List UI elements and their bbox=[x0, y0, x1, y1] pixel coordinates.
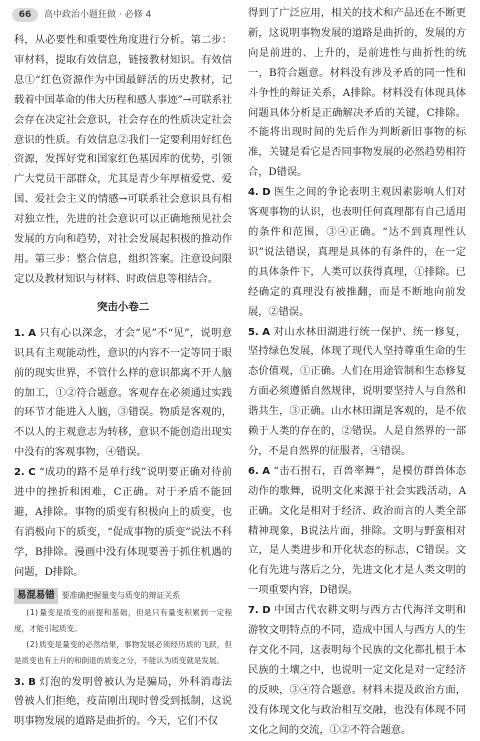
answer-letter: D bbox=[262, 605, 271, 617]
left-column bbox=[14, 31, 232, 732]
answer-letter: B bbox=[28, 676, 36, 688]
question-7 bbox=[248, 601, 466, 740]
explanation-text: “成功的路不是单行线”说明要正确对待前进中的挫折和困难，C正确。对于矛盾不能回避，A排除。事物的质变有积极向上的质变，也有消极向下的质变，“促成事物的质变”说法不科学，B排除。漫画中没有体现要善于抓住机遇的问题，D排除。 bbox=[14, 466, 232, 578]
question-number: 5. bbox=[248, 326, 259, 338]
question-1 bbox=[14, 324, 232, 463]
question-number: 7. bbox=[248, 605, 259, 617]
question-3 bbox=[14, 673, 232, 733]
page-number: 66 bbox=[12, 8, 38, 22]
answer-letter: A bbox=[262, 326, 270, 338]
tip-header bbox=[14, 587, 232, 605]
question-number: 3. bbox=[14, 676, 25, 688]
answer-letter: A bbox=[28, 327, 36, 339]
tip-item: (2)质变是量变的必然结果，事物发展必须经历质的飞跃，但是质变也有上升的和倒退的质变之分，不能认为质变就是发展。 bbox=[14, 639, 232, 665]
explanation-text: “击石拊石，百兽率舞”，是模仿群兽体态动作的歌舞，说明文化来源于社会实践活动，A正确。文化是相对于经济、政治而言的人类全部精神现象，B说法片面，排除。文明与野蛮相对立，是人类进步和开化状态的标志，C错误。文化有先进与落后之分，先进文化才是人类文明的一项重要内容，D错误。 bbox=[248, 464, 466, 597]
section-title: 突击小卷二 bbox=[97, 300, 149, 313]
answer-letter: D bbox=[262, 187, 271, 199]
question-4 bbox=[248, 183, 466, 322]
question-number: 2. bbox=[14, 467, 25, 479]
tip-box bbox=[14, 587, 232, 669]
explanation-text: 中国古代农耕文明与西方古代海洋文明和游牧文明特点的不同，造成中国人与西方人的生存文化不同，这表明每个民族的文化都扎根于本民族的土壤之中，也说明一定文化是对一定经济的反映，③④符合题意。材料未提及政治方面，没有体现文化与政治相互交融，也没有体现不同文化之间的交流，①②不符合题意。 bbox=[248, 604, 466, 736]
explanation-text: 医生之间的争论表明主观因素影响人们对客观事物的认识，也表明任何真理都有自己适用的条件和范围，③④正确。“达不到真理性认识”说法错误，真理是具体的有条件的，在一定的具体条件下，人类可以获得真理，①排除。已经确定的真理没有被推翻，而是不断地向前发展，②错误。 bbox=[248, 186, 466, 318]
question-2 bbox=[14, 463, 232, 582]
explanation-text: 对山水林田湖进行统一保护、统一修复，坚持绿色发展，体现了现代人坚持尊重生命的生态价值观，①正确。人们在用途管制和生态修复方面必须遵循自然规律，说明要坚持人与自然和谐共生，③正确。山水林田湖是客观的，是不依赖于人类的存在的，②错误。人是自然界的一部分，不是自然界的征服者，④错误。 bbox=[248, 325, 466, 457]
answer-letter: A bbox=[262, 465, 270, 477]
explanation-text: 灯泡的发明曾被认为是骗局，外科消毒法曾被人们拒绝，疫苗刚出现时曾受到抵制，这说明事物发展的道路是曲折的。今天，它们不仅 bbox=[14, 675, 232, 728]
tip-tag: 易混易错 bbox=[14, 588, 58, 604]
question-number: 6. bbox=[248, 465, 259, 477]
question-6 bbox=[248, 462, 466, 601]
tip-item: (1)量变是质变的前提和基础，但是只有量变积累到一定程度，才能引起质变。 bbox=[14, 607, 232, 633]
question-3-continued: 得到了广泛应用，相关的技术和产品还在不断更新，这说明事物发展的道路是曲折的，发展的方向是前进的、上升的，是前进性与曲折性的统一，B符合题意。材料没有涉及矛盾的同一性和斗争性的辩证关系，A排除。材料没有体现具体问题具体分析是正确解决矛盾的关键，C排除。不能将出现时间的先后作为判断新旧事物的标准，关键是看它是否同事物发展的必然趋势相符合，D错误。 bbox=[248, 7, 466, 179]
book-title: 高中政治小题狂做 · 必修 4 bbox=[44, 10, 152, 20]
question-5 bbox=[248, 323, 466, 462]
answer-letter: C bbox=[28, 467, 36, 479]
right-column bbox=[248, 4, 466, 741]
question-number: 4. bbox=[248, 187, 259, 199]
explanation-text: 只有心以深念，才会“见”不“见”，说明意识具有主观能动性，意识的内容不一定等同于眼前的现实世界，不管什么样的意识都离不开人脑的加工，①②符合题意。客观存在必须通过实践的环节才能进入人脑，③错误。物质是客观的，不以人的主观意志为转移，意识不能创造出现实中没有的客观事物，④错误。 bbox=[14, 326, 232, 459]
intro-paragraph: 科，从必要性和重要性角度进行分析。第二步：审材料，提取有效信息，链接教材知识。有效信息①“红色资源作为中国最鲜活的历史教材，记载着中国革命的伟大历程和感人事迹”→可联系社会存在决定社会意识，社会存在的性质决定社会意识的性质。有效信息②我们一定要利用好红色资源，发挥好党和国家红色基因库的优势，引领广大党员干部群众，尤其是青少年厚植爱党、爱国、爱社会主义的情感→可联系社会意识具有相对独立性，先进的社会意识可以正确地预见社会发展的方向和趋势，对社会发展起积极的推动作用。第三步：整合信息，组织答案。注意设问限定以及教材知识与材料、时政信息等相结合。 bbox=[14, 34, 232, 285]
question-number: 1. bbox=[14, 327, 25, 339]
tip-description: 要准确把握量变与质变的辩证关系 bbox=[61, 590, 181, 600]
